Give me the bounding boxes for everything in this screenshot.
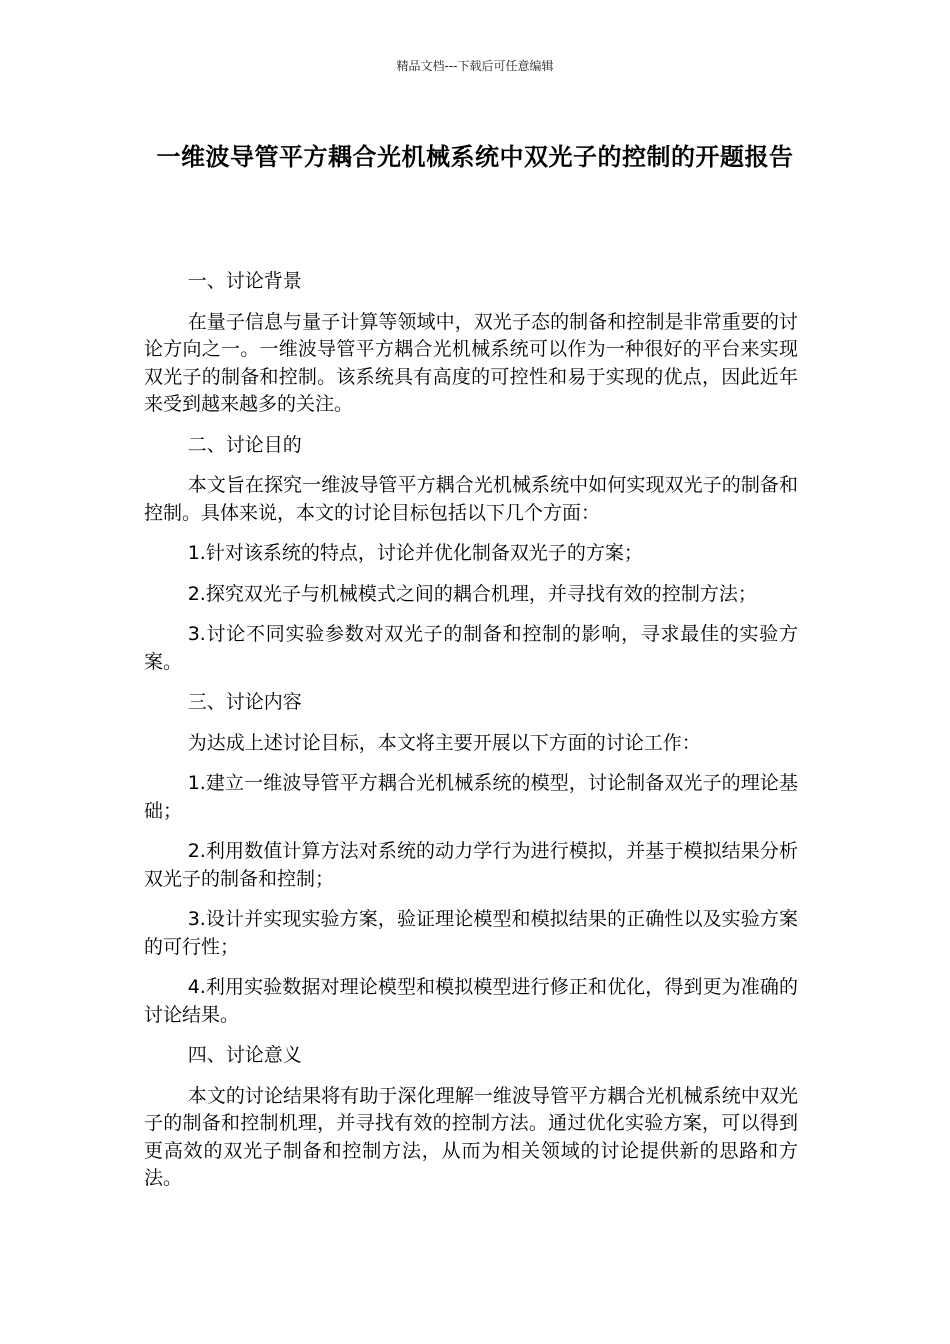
purpose-item-1: 1.针对该系统的特点，讨论并优化制备双光子的方案；: [187, 542, 643, 564]
content-item-2: 2.利用数值计算方法对系统的动力学行为进行模拟，并基于模拟结果分析双光子的制备和控制；: [144, 840, 798, 890]
section-heading-content: 三、讨论内容: [187, 691, 302, 713]
header-note: 精品文档---下载后可任意编辑: [396, 59, 554, 73]
paragraph-purpose: 本文旨在探究一维波导管平方耦合光机械系统中如何实现双光子的制备和控制。具体来说，本文的讨论目标包括以下几个方面：: [144, 474, 798, 524]
section-heading-background: 一、讨论背景: [187, 270, 302, 292]
paragraph-content-intro: 为达成上述讨论目标，本文将主要开展以下方面的讨论工作：: [187, 731, 701, 754]
purpose-item-2: 2.探究双光子与机械模式之间的耦合机理，并寻找有效的控制方法；: [187, 582, 757, 605]
purpose-item-3: 3.讨论不同实验参数对双光子的制备和控制的影响，寻求最佳的实验方案。: [144, 623, 798, 673]
document-body: [144, 268, 798, 1206]
content-item-1: 1.建立一维波导管平方耦合光机械系统的模型，讨论制备双光子的理论基础；: [144, 772, 798, 822]
paragraph-background: 在量子信息与量子计算等领域中，双光子态的制备和控制是非常重要的讨论方向之一。一维波导管平方耦合光机械系统可以作为一种很好的平台来实现双光子的制备和控制。该系统具有高度的可控性和易于实现的优点，因此近年来受到越来越多的关注。: [144, 310, 798, 415]
section-heading-purpose: 二、讨论目的: [187, 433, 302, 456]
paragraph-significance: 本文的讨论结果将有助于深化理解一维波导管平方耦合光机械系统中双光子的制备和控制机理，并寻找有效的控制方法。通过优化实验方案，可以得到更高效的双光子制备和控制方法，从而为相关领域的讨论提供新的思路和方法。: [144, 1084, 798, 1189]
content-item-4: 4.利用实验数据对理论模型和模拟模型进行修正和优化，得到更为准确的讨论结果。: [144, 976, 798, 1026]
document-title: 一维波导管平方耦合光机械系统中双光子的控制的开题报告: [156, 143, 794, 171]
section-heading-significance: 四、讨论意义: [187, 1044, 302, 1066]
content-item-3: 3.设计并实现实验方案，验证理论模型和模拟结果的正确性以及实验方案的可行性；: [144, 908, 798, 958]
